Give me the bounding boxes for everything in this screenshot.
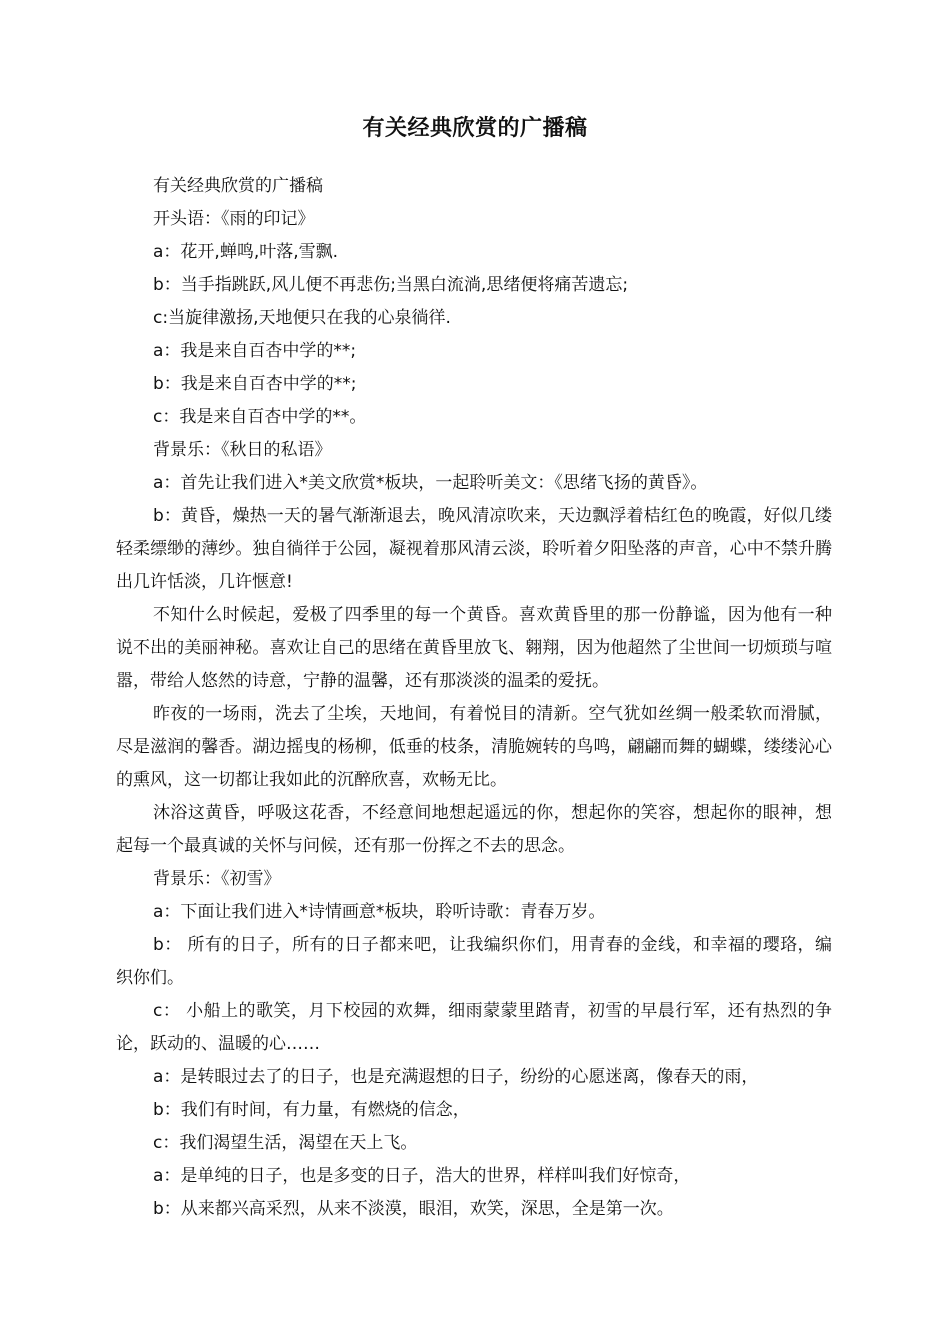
paragraph: b：我是来自百杏中学的**; <box>153 374 357 394</box>
paragraph: 不知什么时候起，爱极了四季里的每一个黄昏。喜欢黄昏里的那一份静谧，因为他有一种说不出的美丽神秘。喜欢让自己的思绪在黄昏里放飞、翱翔，因为他超然了尘世间一切烦琐与喧嚣，带给人悠然的诗意，宁静的温馨，还有那淡淡的温柔的爱抚。 <box>116 605 832 691</box>
paragraph: a：下面让我们进入*诗情画意*板块，聆听诗歌：青春万岁。 <box>153 902 606 922</box>
paragraph: 有关经典欣赏的广播稿 <box>153 176 323 196</box>
paragraph: c：我们渴望生活，渴望在天上飞。 <box>153 1133 418 1153</box>
paragraph: a：花开,蝉鸣,叶落,雪飘. <box>153 242 339 262</box>
document-title: 有关经典欣赏的广播稿 <box>362 116 588 141</box>
paragraph: 沐浴这黄昏，呼吸这花香，不经意间地想起遥远的你，想起你的笑容，想起你的眼神，想起每一个最真诚的关怀与问候，还有那一份挥之不去的思念。 <box>116 803 832 856</box>
paragraph: 开头语：《雨的印记》 <box>153 209 315 229</box>
paragraph: c： 小船上的歌笑，月下校园的欢舞，细雨蒙蒙里踏青，初雪的早晨行军，还有热烈的争论，跃动的、温暖的心…… <box>116 1001 832 1054</box>
paragraph: a：我是来自百杏中学的**; <box>153 341 357 361</box>
paragraph: a：首先让我们进入*美文欣赏*板块，一起聆听美文：《思绪飞扬的黄昏》。 <box>153 473 708 493</box>
paragraph: b： 所有的日子，所有的日子都来吧，让我编织你们，用青春的金线，和幸福的璎珞，编织你们。 <box>116 935 832 988</box>
paragraph: b：从来都兴高采烈，从来不淡漠，眼泪，欢笑，深思，全是第一次。 <box>153 1199 674 1219</box>
paragraph: c：我是来自百杏中学的**。 <box>153 407 367 427</box>
paragraph: b：我们有时间，有力量，有燃烧的信念， <box>153 1100 470 1120</box>
paragraph: b：当手指跳跃,风儿便不再悲伤;当黑白流淌,思绪便将痛苦遗忘; <box>153 275 629 295</box>
paragraph: a：是转眼过去了的日子，也是充满遐想的日子，纷纷的心愿迷离，像春天的雨， <box>153 1067 759 1087</box>
paragraph: a：是单纯的日子，也是多变的日子，浩大的世界，样样叫我们好惊奇， <box>153 1166 691 1186</box>
paragraph: c:当旋律激扬,天地便只在我的心泉徜徉. <box>153 308 451 328</box>
paragraph: 背景乐：《初雪》 <box>153 869 281 889</box>
document-body <box>116 170 832 1226</box>
paragraph: b：黄昏，燥热一天的暑气渐渐退去，晚风清凉吹来，天边飘浮着桔红色的晚霞，好似几缕轻柔缥缈的薄纱。独自徜徉于公园，凝视着那风清云淡，聆听着夕阳坠落的声音，心中不禁升腾出几许恬淡，几许惬意! <box>116 506 832 592</box>
paragraph: 昨夜的一场雨，洗去了尘埃，天地间，有着悦目的清新。空气犹如丝绸一般柔软而滑腻，尽是滋润的馨香。湖边摇曳的杨柳，低垂的枝条，清脆婉转的鸟鸣，翩翩而舞的蝴蝶，缕缕沁心的熏风，这一切都让我如此的沉醉欣喜，欢畅无比。 <box>116 704 832 790</box>
paragraph: 背景乐：《秋日的私语》 <box>153 440 332 460</box>
